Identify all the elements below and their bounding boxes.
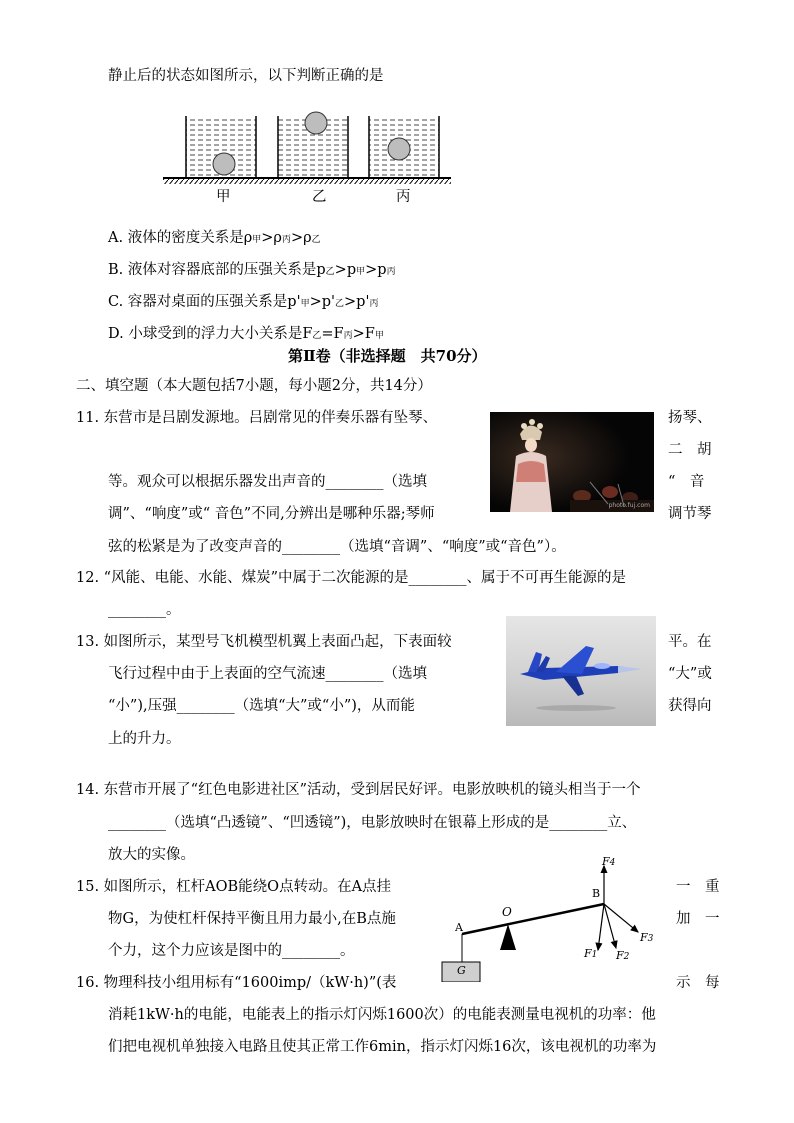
lever-label-f2: F2 — [616, 949, 630, 962]
container-jia — [186, 116, 256, 178]
lever-label-o: O — [502, 905, 512, 919]
opera-performer-photo — [490, 412, 654, 512]
jet-model-photo — [506, 616, 656, 726]
q13-line4: 上的升力。 — [108, 731, 181, 747]
q14-line2: ________（选填“凸透镜”、“凹透镜”)，电影放映时在银幕上形成的是________立、 — [108, 815, 637, 831]
q13-line2-right: “大”或 — [668, 666, 712, 682]
q14-line3: 放大的实像。 — [108, 847, 195, 863]
q15-line1-right: 一 重 — [676, 879, 720, 895]
container-label-yi: 乙 — [312, 189, 327, 205]
q11-line3-right: “ 音 — [668, 474, 705, 490]
lever-label-g: G — [457, 964, 466, 977]
three-containers-figure — [158, 108, 458, 208]
lever-figure — [440, 852, 670, 982]
q12-line1: 12. “风能、电能、水能、煤炭”中属于二次能源的是________、属于不可再生能源的是 — [76, 570, 626, 586]
lever-label-b: B — [592, 887, 601, 900]
q14-line1: 14. 东营市开展了“红色电影进社区”活动，受到居民好评。电影放映机的镜头相当于一个 — [76, 782, 641, 798]
q11-line4-right: 调节琴 — [668, 506, 712, 522]
lever-label-f3: F3 — [640, 931, 654, 944]
lever-label-f1: F1 — [584, 947, 598, 960]
photo-caption: photo.fuj.com — [608, 502, 650, 509]
option-a: A. 液体的密度关系是ρ甲>ρ丙>ρ乙 — [108, 230, 321, 246]
q15-line2-right: 加 一 — [676, 911, 720, 927]
q13-line1-left: 13. 如图所示，某型号飞机模型机翼上表面凸起，下表面较 — [76, 634, 452, 650]
section-heading: 二、填空题（本大题包括7小题，每小题2分，共14分） — [76, 378, 432, 394]
container-label-bing: 丙 — [396, 189, 411, 205]
q16-line3: 们把电视机单独接入电路且使其正常工作6min，指示灯闪烁16次，该电视机的功率为 — [108, 1039, 657, 1055]
q13-line3-left: “小”),压强________（选填“大”或“小”)，从而能 — [108, 698, 415, 714]
option-d: D. 小球受到的浮力大小关系是F乙=F丙>F甲 — [108, 326, 384, 342]
q11-line1-right: 扬琴、 — [668, 410, 712, 426]
q11-line3-left: 等。观众可以根据乐器发出声音的________（选填 — [108, 474, 427, 490]
q11-line2-right: 二 胡 — [668, 442, 712, 458]
q15-line1-left: 15. 如图所示，杠杆AOB能绕O点转动。在A点挂 — [76, 879, 392, 895]
q11-line5: 弦的松紧是为了改变声音的________（选填“音调”、“响度”或“音色”）。 — [108, 539, 566, 555]
q13-line1-right: 平。在 — [668, 634, 712, 650]
option-c: C. 容器对桌面的压强关系是p'甲>p'乙>p'丙 — [108, 294, 379, 310]
q11-line1-left: 11. 东营市是吕剧发源地。吕剧常见的伴奏乐器有坠琴、 — [76, 410, 438, 426]
q16-line1-right: 示 每 — [676, 975, 720, 991]
lever-label-a: A — [455, 921, 463, 934]
intro-line: 静止后的状态如图所示，以下判断正确的是 — [108, 68, 384, 84]
q13-line2-left: 飞行过程中由于上表面的空气流速________（选填 — [108, 666, 427, 682]
q12-line2: ________。 — [108, 602, 181, 618]
container-label-jia: 甲 — [216, 189, 231, 205]
q16-line1-left: 16. 物理科技小组用标有“1600imp/（kW·h)”(表 — [76, 975, 397, 991]
container-yi — [278, 112, 348, 178]
q11-line4-left: 调”、“响度”或“ 音色”不同,分辨出是哪种乐器;琴师 — [108, 506, 435, 522]
q15-line3-left: 个力，这个力应该是图中的________。 — [108, 943, 355, 959]
q15-line2-left: 物G，为使杠杆保持平衡且用力最小,在B点施 — [108, 911, 396, 927]
lever-label-f4: F4 — [602, 855, 616, 868]
q13-line3-right: 获得向 — [668, 698, 712, 714]
option-b: B. 液体对容器底部的压强关系是p乙>p甲>p丙 — [108, 262, 396, 278]
q16-line2: 消耗1kW·h的电能，电能表上的指示灯闪烁1600次）的电能表测量电视机的功率：他 — [108, 1007, 656, 1023]
section-title: 第Ⅱ卷（非选择题 共70分） — [288, 347, 487, 365]
container-bing — [369, 116, 439, 178]
